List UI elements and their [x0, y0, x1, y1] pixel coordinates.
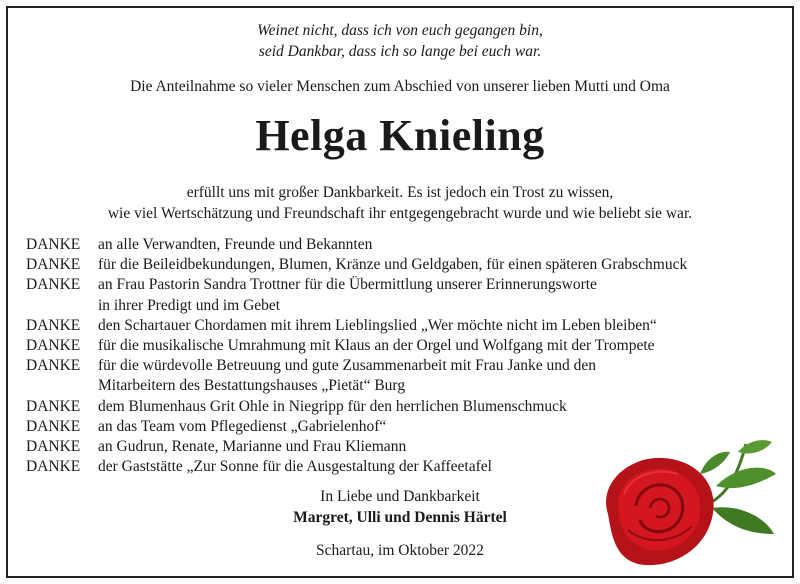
thanks-keyword	[26, 376, 98, 396]
thanks-keyword: DANKE	[26, 437, 81, 455]
thanks-row	[26, 336, 687, 356]
thanks-keyword: DANKE	[26, 236, 81, 253]
thanks-text: in ihrer Predigt und im Gebet	[98, 296, 281, 314]
thanks-row	[26, 316, 687, 336]
deceased-name: Helga Knieling	[255, 111, 545, 160]
thanks-text: an Frau Pastorin Sandra Trottner für die Übermittlung unserer Erinnerungsworte	[98, 276, 597, 294]
thanks-text: an alle Verwandten, Freunde und Bekannten	[98, 236, 373, 253]
thanks-keyword: DANKE	[26, 336, 81, 354]
thanks-keyword: DANKE	[26, 397, 81, 415]
signoff-line: In Liebe und Dankbarkeit	[320, 488, 480, 505]
thanks-text: für die musikalische Umrahmung mit Klaus an der Orgel und Wolfgang mit der Trompete	[98, 336, 655, 354]
quote-line-2: seid Dankbar, dass ich so lange bei euch war.	[258, 43, 542, 60]
thanks-keyword: DANKE	[26, 417, 81, 435]
thanks-keyword: DANKE	[26, 458, 81, 476]
thanks-text: für die würdevolle Betreuung und gute Zusammenarbeit mit Frau Janke und den	[98, 357, 597, 375]
thanks-keyword	[26, 296, 98, 316]
thanks-text: für die Beileidbekundungen, Blumen, Kränze und Geldgaben, für einen späteren Grabschmuck	[98, 256, 688, 274]
thanks-row	[26, 275, 687, 295]
thanks-row	[26, 235, 687, 255]
thanks-row	[26, 397, 687, 417]
bereaved-names: Margret, Ulli und Dennis Härtel	[293, 509, 507, 526]
thanks-keyword: DANKE	[26, 256, 81, 274]
thanks-text: dem Blumenhaus Grit Ohle in Niegripp für den herrlichen Blumenschmuck	[98, 397, 567, 415]
thanks-keyword: DANKE	[26, 276, 81, 294]
intro-text: Die Anteilnahme so vieler Menschen zum Abschied von unserer lieben Mutti und Oma	[130, 78, 670, 95]
thanks-text: den Schartauer Chordamen mit ihrem Lieblingslied „Wer möchte nicht im Leben bleiben“	[98, 316, 657, 334]
place-date: Schartau, im Oktober 2022	[316, 542, 484, 559]
memorial-quote	[8, 20, 792, 62]
thanks-text: der Gaststätte „Zur Sonne für die Ausgestaltung der Kaffeetafel	[98, 458, 492, 476]
thanks-text: Mitarbeitern des Bestattungshauses „Pietät“ Burg	[98, 377, 406, 395]
thanks-text: an das Team vom Pflegedienst „Gabrielenhof“	[98, 417, 387, 435]
gratitude-line-1: erfüllt uns mit großer Dankbarkeit. Es ist jedoch ein Trost zu wissen,	[186, 184, 614, 201]
red-rose-icon	[588, 434, 778, 574]
quote-line-1: Weinet nicht, dass ich von euch gegangen bin,	[257, 22, 543, 39]
thanks-row	[26, 356, 687, 376]
thanks-row	[26, 296, 687, 316]
thanks-row	[26, 255, 687, 275]
thanks-row	[26, 376, 687, 396]
thanks-keyword: DANKE	[26, 357, 81, 375]
gratitude-line-2: wie viel Wertschätzung und Freundschaft ihr entgegengebracht wurde und wie beliebt sie war.	[107, 205, 693, 222]
obituary-notice	[6, 6, 794, 578]
thanks-keyword: DANKE	[26, 316, 81, 334]
thanks-text: an Gudrun, Renate, Marianne und Frau Kliemann	[98, 437, 407, 455]
gratitude-text	[8, 182, 792, 224]
